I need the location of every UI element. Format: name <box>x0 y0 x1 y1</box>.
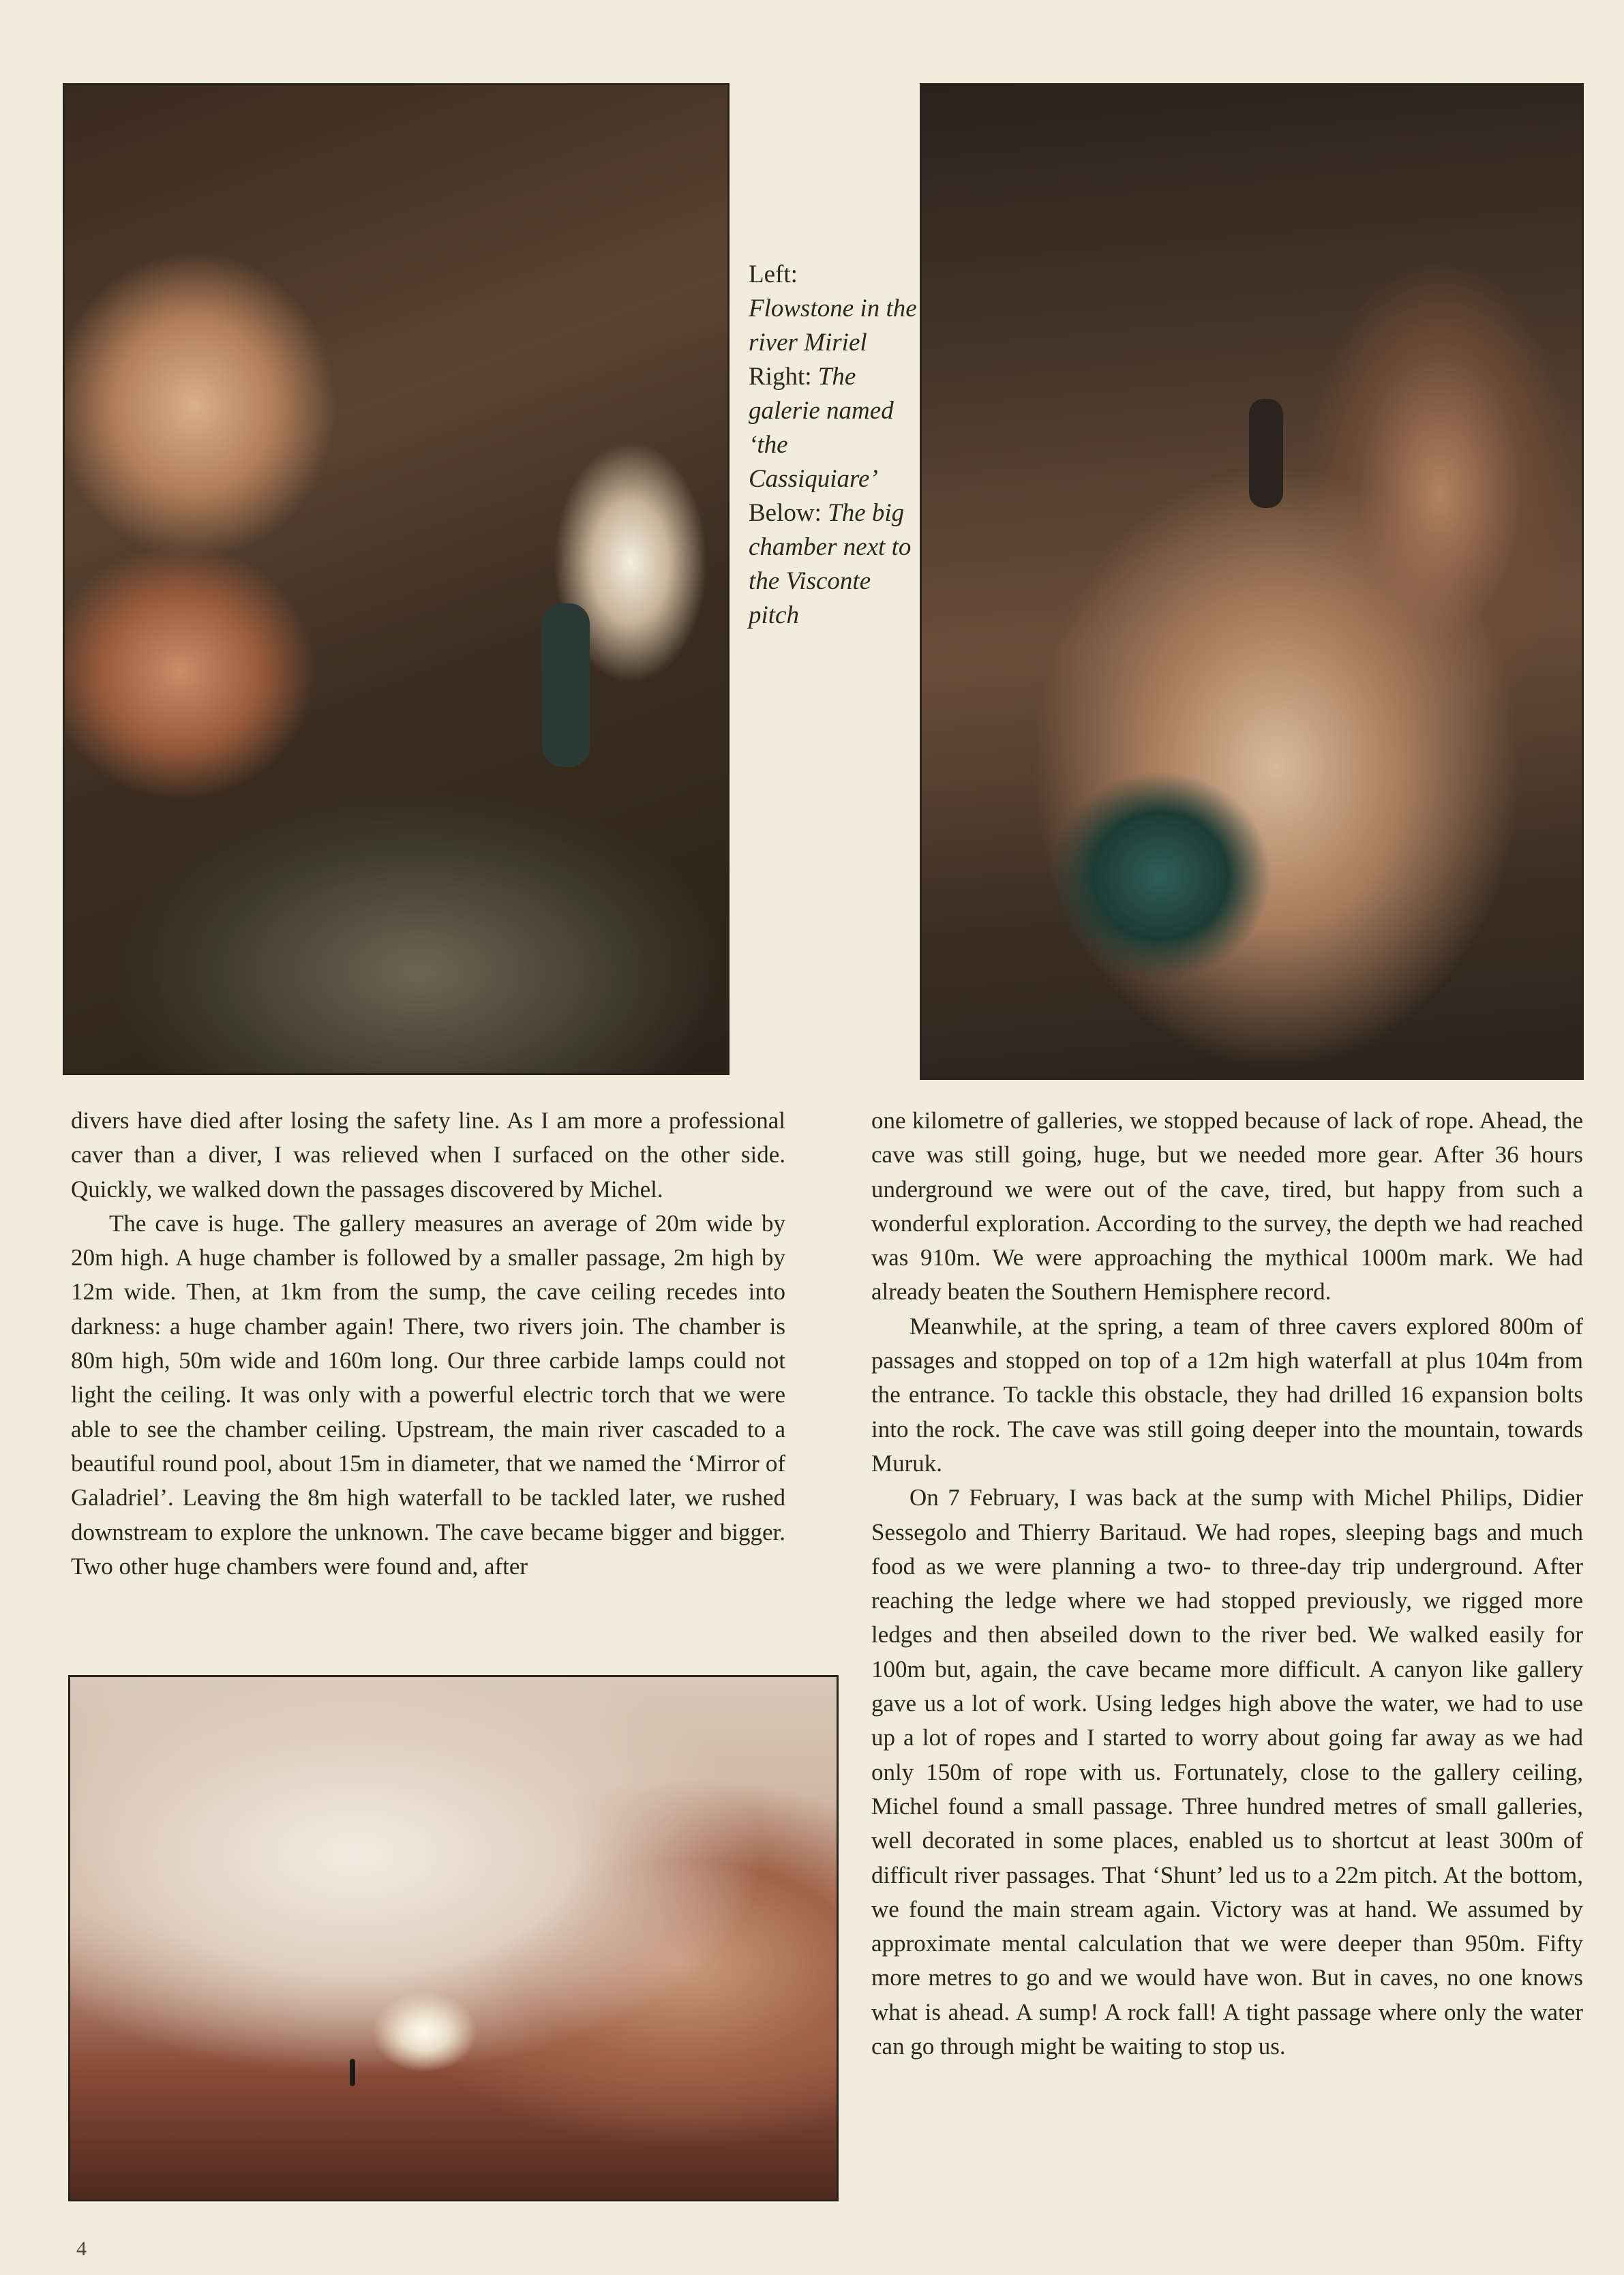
paragraph: On 7 February, I was back at the sump with Michel Philips, Didier Sessegolo and Thierry Baritaud. We had ropes, sleeping bags and much food as we were planning a two- to three-day trip underground. After reaching the ledge where we had stopped previously, we rigged more ledges and then abseiled down to the river bed. We walked easily for 100m but, again, the cave became more difficult. A canyon like gallery gave us a lot of work. Using ledges high above the water, we had to use up a lot of ropes and I started to worry about going far away as we had only 150m of rope with us. Fortunately, close to the gallery ceiling, Michel found a small passage. Three hundred metres of small galleries, well decorated in some places, enabled us to shortcut at least 300m of difficult river passages. That ‘Shunt’ led us to a 22m pitch. At the bottom, we found the main stream again. Victory was at hand. We assumed by approximate mental calculation that we were deeper than 950m. Fifty more metres to go and we would have won. But in caves, no one knows what is ahead. A sump! A rock fall! A tight passage where only the water can go through might be waiting to stop us. <box>871 1484 1583 2060</box>
caption-right-text: The galerie named ‘the Cassiquiare’ <box>749 363 894 493</box>
paragraph: divers have died after losing the safety line. As I am more a professional caver than a diver, I was relieved when I surfaced on the other side. Quickly, we walked down the passages discovered by Michel. <box>71 1107 785 1203</box>
caption-left-label: Left: <box>749 260 798 288</box>
caver-figure <box>350 2059 355 2086</box>
article-column-right <box>871 1104 1583 2064</box>
photo-big-chamber-visconte-pitch <box>68 1675 839 2201</box>
page-number: 4 <box>76 2238 87 2260</box>
photo-flowstone-river-miriel <box>63 83 730 1075</box>
paragraph: one kilometre of galleries, we stopped because of lack of rope. Ahead, the cave was still going, huge, but we needed more gear. After 36 hours underground we were out of the cave, tired, but happy from such a wonderful exploration. According to the survey, the depth we had reached was 910m. We were approaching the mythical 1000m mark. We had already beaten the Southern Hemisphere record. <box>871 1107 1583 1306</box>
paragraph: Meanwhile, at the spring, a team of three cavers explored 800m of passages and stopped on top of a 12m high waterfall at plus 104m from the entrance. To tackle this obstacle, they had drilled 16 expansion bolts into the rock. The cave was still going deeper into the mountain, towards Muruk. <box>871 1312 1583 1477</box>
photo-galerie-cassiquiare <box>920 83 1584 1080</box>
paragraph: The cave is huge. The gallery measures an average of 20m wide by 20m high. A huge chamber is followed by a smaller passage, 2m high by 12m wide. Then, at 1km from the sump, the cave ceiling recedes into darkness: a huge chamber again! There, two rivers join. The chamber is 80m high, 50m wide and 160m long. Our three carbide lamps could not light the ceiling. It was only with a powerful electric torch that we were able to see the chamber ceiling. Upstream, the main river cascaded to a beautiful round pool, about 15m in diameter, that we named the ‘Mirror of Galadriel’. Leaving the 8m high waterfall to be tackled later, we rushed downstream to explore the unknown. The cave became bigger and bigger. Two other huge chambers were found and, after <box>71 1209 785 1580</box>
caption-below-text: The big chamber next to the Visconte pitch <box>749 499 912 629</box>
caption-right-label: Right: <box>749 363 812 391</box>
caver-figure <box>1249 399 1283 508</box>
article-column-left <box>71 1104 785 1584</box>
caver-figure <box>542 603 590 767</box>
caption-below-label: Below: <box>749 499 822 527</box>
caption-left-text: Flowstone in the river Miriel <box>749 295 917 357</box>
photo-caption <box>749 258 919 633</box>
